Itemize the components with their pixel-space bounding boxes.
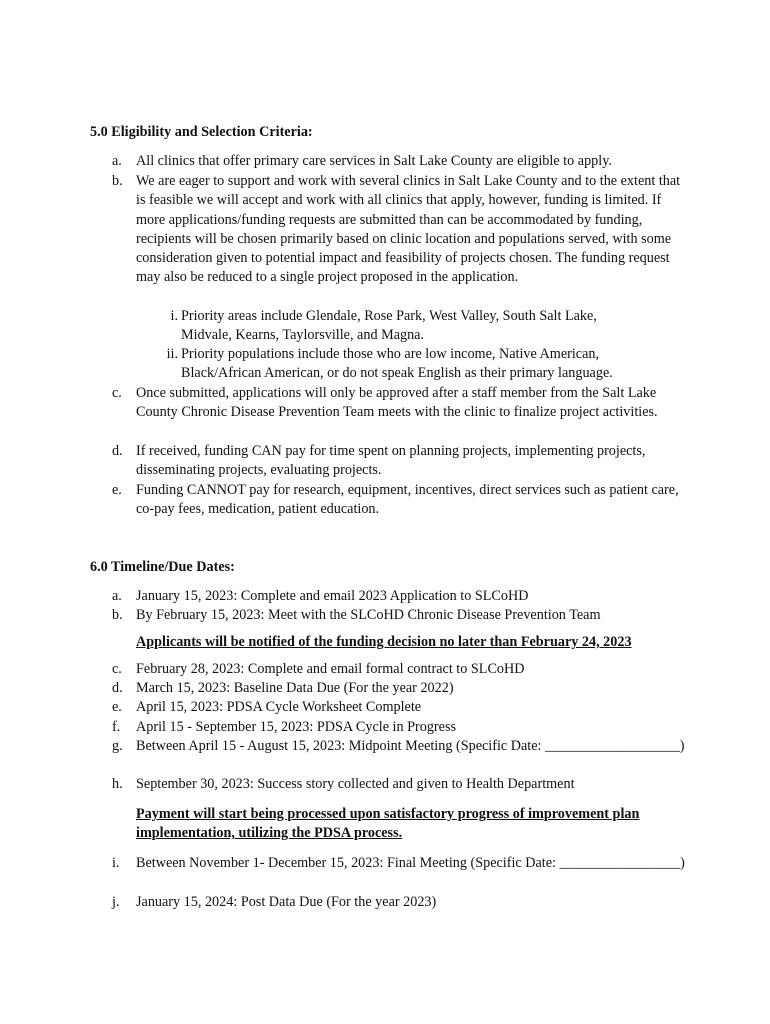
sub-list-item <box>146 307 646 346</box>
list-item <box>112 775 692 794</box>
list-item <box>112 660 692 679</box>
list-item <box>112 442 692 481</box>
list-item <box>112 172 692 288</box>
list-item-text: January 15, 2024: Post Data Due (For the year 2023) <box>136 894 437 910</box>
list-marker: h. <box>112 776 123 792</box>
list-marker: b. <box>112 607 123 623</box>
list-item-text: April 15 - September 15, 2023: PDSA Cycle in Progress <box>136 719 456 735</box>
list-marker: e. <box>112 699 122 715</box>
list-marker: e. <box>112 482 122 498</box>
list-item-text: Between November 1- December 15, 2023: Final Meeting (Specific Date: _________________) <box>136 855 685 871</box>
list-item <box>112 587 692 606</box>
list-item-text: Between April 15 - August 15, 2023: Midpoint Meeting (Specific Date: ___________________) <box>136 738 685 754</box>
list-item-text: September 30, 2023: Success story collected and given to Health Department <box>136 776 575 792</box>
list-marker: ii. <box>166 346 178 362</box>
list-item <box>112 893 692 912</box>
list-item <box>112 737 692 756</box>
list-item <box>112 606 692 625</box>
list-marker: a. <box>112 153 122 169</box>
list-marker: d. <box>112 680 123 696</box>
list-marker: g. <box>112 738 123 754</box>
list-item-text: Funding CANNOT pay for research, equipment, incentives, direct services such as patient care, co-pay fees, medication, patient education. <box>136 482 679 518</box>
list-item-text: Once submitted, applications will only be approved after a staff member from the Salt Lake County Chronic Disease Prevention Team meets with the clinic to finalize project activities. <box>136 385 658 421</box>
funding-decision-notice: Applicants will be notified of the funding decision no later than February 24, 2023 <box>136 634 632 650</box>
list-item <box>112 698 692 717</box>
list-item-text: Priority populations include those who are low income, Native American, Black/African American, or do not speak English as their primary language. <box>181 346 613 382</box>
list-item-text: All clinics that offer primary care services in Salt Lake County are eligible to apply. <box>136 153 612 169</box>
list-item-text: March 15, 2023: Baseline Data Due (For the year 2022) <box>136 680 454 696</box>
list-marker: c. <box>112 661 122 677</box>
list-marker: i. <box>170 308 178 324</box>
list-item <box>112 679 692 698</box>
list-item <box>112 481 692 520</box>
list-item <box>112 854 692 873</box>
list-item-text: By February 15, 2023: Meet with the SLCoHD Chronic Disease Prevention Team <box>136 607 601 623</box>
list-marker: a. <box>112 588 122 604</box>
list-item-text: If received, funding CAN pay for time spent on planning projects, implementing projects, disseminating projects, evaluating projects. <box>136 443 646 479</box>
list-item <box>112 718 692 737</box>
list-item-text: April 15, 2023: PDSA Cycle Worksheet Complete <box>136 699 422 715</box>
payment-notice: Payment will start being processed upon satisfactory progress of improvement plan implementation, utilizing the PDSA process. <box>136 806 640 842</box>
list-marker: d. <box>112 443 123 459</box>
list-marker: i. <box>112 855 120 871</box>
section-5-heading: 5.0 Eligibility and Selection Criteria: <box>90 124 313 140</box>
list-item-text: February 28, 2023: Complete and email formal contract to SLCoHD <box>136 661 525 677</box>
list-marker: j. <box>112 894 120 910</box>
section-6-heading: 6.0 Timeline/Due Dates: <box>90 559 235 575</box>
list-item-text: Priority areas include Glendale, Rose Park, West Valley, South Salt Lake, Midvale, Kearns, Taylorsville, and Magna. <box>181 308 597 344</box>
list-item-text: January 15, 2023: Complete and email 2023 Application to SLCoHD <box>136 588 529 604</box>
list-marker: f. <box>112 719 121 735</box>
sub-list-item <box>146 345 646 384</box>
list-marker: c. <box>112 385 122 401</box>
list-marker: b. <box>112 173 123 189</box>
list-item <box>112 152 692 171</box>
list-item-text: We are eager to support and work with several clinics in Salt Lake County and to the extent that is feasible we will accept and work with all clinics that apply, however, funding is limited. If more applications/funding requests are submitted than can be accommodated by funding, recipients will be chosen primarily based on clinic location and populations served, with some consideration given to potential impact and feasibility of projects chosen. The funding request may also be reduced to a single project proposed in the application. <box>136 173 681 286</box>
list-item <box>112 384 692 423</box>
